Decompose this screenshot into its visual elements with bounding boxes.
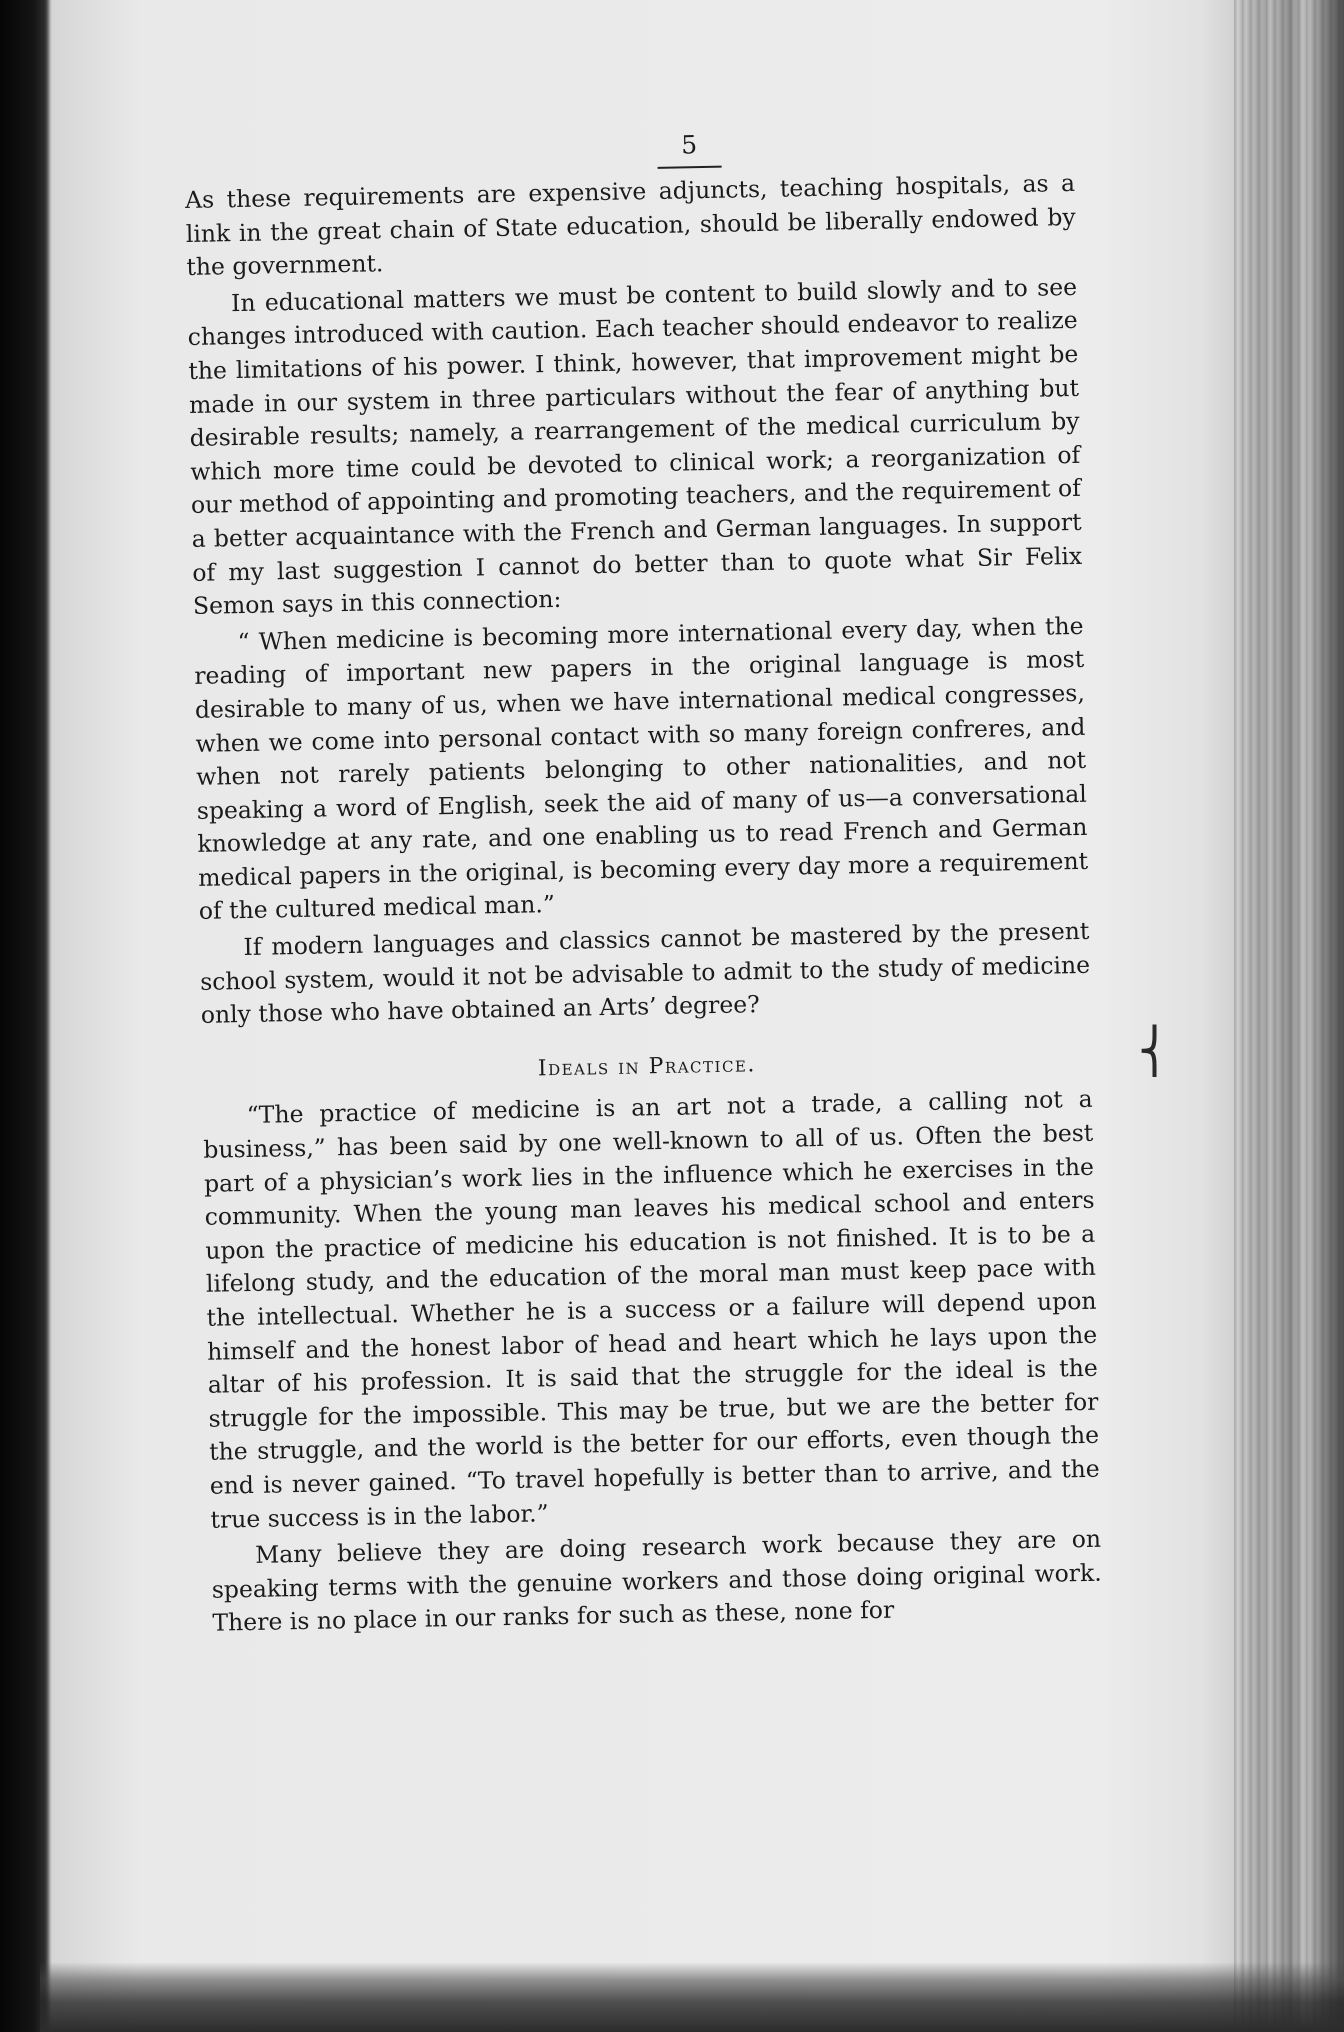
- paragraph: “The practice of medicine is an art not a trade, a calling not a business,” has been said by one well-known to all of us. Often the best part of a physician’s work lies in the influence which he exercises in the community. When the young man leaves his medical school and enters upon the practice of medicine his education is not finished. It is to be a lifelong study, and the education of the moral man must keep pace with the intellectual. Whether he is a success or a failure will depend upon himself and the honest labor of head and heart which he lays upon the altar of his profession. It is said that the struggle for the ideal is the struggle for the impossible. This may be true, but we are the better for the struggle, and the world is the better for our efforts, even though the end is never gained. “To travel hopefully is better than to arrive, and the true success is in the labor.”: [203, 1085, 1100, 1534]
- paragraph: As these requirements are expensive adjuncts, teaching hospitals, as a link in the great chain of State education, should be liberally endowed by the government.: [184, 168, 1076, 282]
- paragraph: Many believe they are doing research work because they are on speaking terms with the genuine workers and those doing original work. There is no place in our ranks for such as these, none for: [211, 1524, 1102, 1638]
- margin-pencil-mark: ⎨: [1138, 1026, 1171, 1077]
- page-number: 5: [680, 130, 698, 160]
- paragraph: If modern languages and classics cannot be mastered by the present school system, would it not be advisable to admit to the study of medicine only those who have obtained an Arts’ degree?: [199, 916, 1091, 1030]
- section-heading: Ideals in Practice.: [537, 1052, 757, 1082]
- bottom-page-edge: [40, 1962, 1344, 2032]
- page-body: [184, 123, 1103, 1644]
- page-edges: [1234, 0, 1344, 2032]
- binding-shadow: [0, 0, 50, 2032]
- paragraph: In educational matters we must be content to build slowly and to see changes introduced with caution. Each teacher should endeavor to realize the limitations of his power. I think, however, that improvement might be made in our system in three particulars without the fear of anything but desirable results; namely, a rearrangement of the medical curriculum by which more time could be devoted to clinical work; a reorganization of our method of appointing and promoting teachers, and the requirement of a better acquaintance with the French and German languages. In support of my last suggestion I cannot do better than to quote what Sir Felix Semon says in this connection:: [187, 272, 1083, 621]
- quotation-paragraph: “ When medicine is becoming more international every day, when the reading of important new papers in the original language is most desirable to many of us, when we have international medical congresses, when we come into personal contact with so many foreign confreres, and when not rarely patients belonging to other nationalities, and not speaking a word of English, seek the aid of many of us—a conversational knowledge at any rate, and one enabling us to read French and German medical papers in the original, is becoming every day more a requirement of the cultured medical man.”: [194, 611, 1089, 926]
- page-number-rule: [658, 166, 722, 169]
